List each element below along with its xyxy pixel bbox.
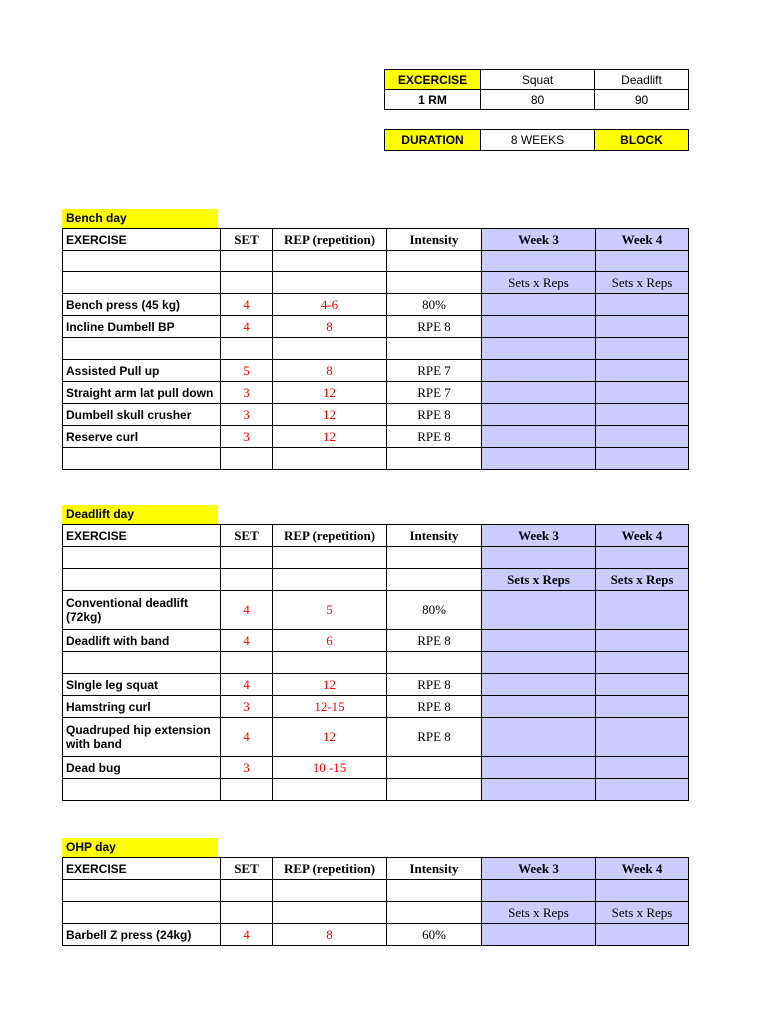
one-rm-table (384, 69, 689, 110)
exercise-rep: 12 (273, 404, 387, 426)
exercise-intensity: 80% (387, 294, 482, 316)
exercise-set: 3 (221, 426, 273, 448)
bench-table (62, 228, 689, 470)
table-row (63, 426, 689, 448)
exercise-rep: 8 (273, 360, 387, 382)
exercise-name: Barbell Z press (24kg) (63, 924, 221, 946)
header-intensity: Intensity (387, 229, 482, 251)
exercise-rep: 12-15 (273, 696, 387, 718)
exercise-name: Straight arm lat pull down (63, 382, 221, 404)
header-set: SET (221, 858, 273, 880)
exercise-set: 4 (221, 924, 273, 946)
header-intensity: Intensity (387, 858, 482, 880)
exercise-set: 4 (221, 294, 273, 316)
header-week3: Week 3 (482, 858, 596, 880)
header-exercise: EXERCISE (63, 525, 221, 547)
header-exercise: EXERCISE (63, 229, 221, 251)
exercise-intensity: RPE 7 (387, 382, 482, 404)
rm-label: 1 RM (385, 90, 481, 110)
header-week3: Week 3 (482, 525, 596, 547)
week4-sets-reps: Sets x Reps (596, 272, 689, 294)
exercise-name: Hamstring curl (63, 696, 221, 718)
exercise-name: Assisted Pull up (63, 360, 221, 382)
lift-deadlift: Deadlift (595, 70, 689, 90)
header-rep: REP (repetition) (273, 858, 387, 880)
exercise-name: Incline Dumbell BP (63, 316, 221, 338)
exercise-intensity: RPE 8 (387, 696, 482, 718)
week4-sets-reps: Sets x Reps (596, 902, 689, 924)
exercise-rep: 10 -15 (273, 757, 387, 779)
exercise-rep: 12 (273, 382, 387, 404)
table-row (63, 674, 689, 696)
exercise-intensity: RPE 8 (387, 674, 482, 696)
exercise-intensity: 80% (387, 591, 482, 630)
bench-day-title: Bench day (62, 209, 218, 228)
exercise-rep: 4-6 (273, 294, 387, 316)
exercise-intensity: RPE 7 (387, 360, 482, 382)
exercise-set: 4 (221, 591, 273, 630)
header-week4: Week 4 (596, 229, 689, 251)
exercise-intensity: RPE 8 (387, 404, 482, 426)
exercise-set: 4 (221, 630, 273, 652)
table-row (63, 382, 689, 404)
deadlift-day-title: Deadlift day (62, 505, 218, 524)
table-row (63, 360, 689, 382)
block-label: BLOCK (595, 130, 689, 151)
header-intensity: Intensity (387, 525, 482, 547)
exercise-name: Dumbell skull crusher (63, 404, 221, 426)
exercise-intensity: RPE 8 (387, 426, 482, 448)
table-row (63, 696, 689, 718)
week3-sets-reps: Sets x Reps (482, 902, 596, 924)
table-row (63, 316, 689, 338)
exercise-set: 5 (221, 360, 273, 382)
exercise-set: 4 (221, 674, 273, 696)
exercise-intensity: RPE 8 (387, 718, 482, 757)
exercise-set: 3 (221, 696, 273, 718)
week3-sets-reps: Sets x Reps (482, 272, 596, 294)
exercise-set: 3 (221, 757, 273, 779)
exercise-name: Deadlift with band (63, 630, 221, 652)
header-rep: REP (repetition) (273, 229, 387, 251)
duration-label: DURATION (385, 130, 481, 151)
exercise-rep: 5 (273, 591, 387, 630)
exercise-set: 4 (221, 316, 273, 338)
exercise-rep: 8 (273, 316, 387, 338)
exercise-name: Reserve curl (63, 426, 221, 448)
excercise-label: EXCERCISE (385, 70, 481, 90)
exercise-intensity: RPE 8 (387, 316, 482, 338)
table-row (63, 924, 689, 946)
week4-sets-reps: Sets x Reps (596, 569, 689, 591)
table-row (63, 757, 689, 779)
exercise-name: Quadruped hip extension with band (63, 718, 221, 757)
rm-deadlift: 90 (595, 90, 689, 110)
header-rep: REP (repetition) (273, 525, 387, 547)
exercise-intensity: RPE 8 (387, 630, 482, 652)
exercise-intensity: 60% (387, 924, 482, 946)
exercise-set: 3 (221, 404, 273, 426)
ohp-table (62, 857, 689, 946)
exercise-rep: 12 (273, 718, 387, 757)
header-week4: Week 4 (596, 525, 689, 547)
header-week3: Week 3 (482, 229, 596, 251)
exercise-name: SIngle leg squat (63, 674, 221, 696)
lift-squat: Squat (481, 70, 595, 90)
duration-value: 8 WEEKS (481, 130, 595, 151)
duration-table (384, 129, 689, 151)
exercise-name: Dead bug (63, 757, 221, 779)
deadlift-table (62, 524, 689, 801)
exercise-rep: 6 (273, 630, 387, 652)
exercise-rep: 8 (273, 924, 387, 946)
exercise-set: 4 (221, 718, 273, 757)
table-row (63, 294, 689, 316)
header-exercise: EXERCISE (63, 858, 221, 880)
week3-sets-reps: Sets x Reps (482, 569, 596, 591)
exercise-set: 3 (221, 382, 273, 404)
exercise-name: Bench press (45 kg) (63, 294, 221, 316)
exercise-rep: 12 (273, 426, 387, 448)
table-row (63, 630, 689, 652)
exercise-rep: 12 (273, 674, 387, 696)
ohp-day-title: OHP day (62, 838, 218, 857)
header-set: SET (221, 525, 273, 547)
exercise-name: Conventional deadlift (72kg) (63, 591, 221, 630)
header-week4: Week 4 (596, 858, 689, 880)
header-set: SET (221, 229, 273, 251)
table-row (63, 404, 689, 426)
exercise-intensity (387, 757, 482, 779)
table-row (63, 718, 689, 757)
table-row (63, 591, 689, 630)
rm-squat: 80 (481, 90, 595, 110)
